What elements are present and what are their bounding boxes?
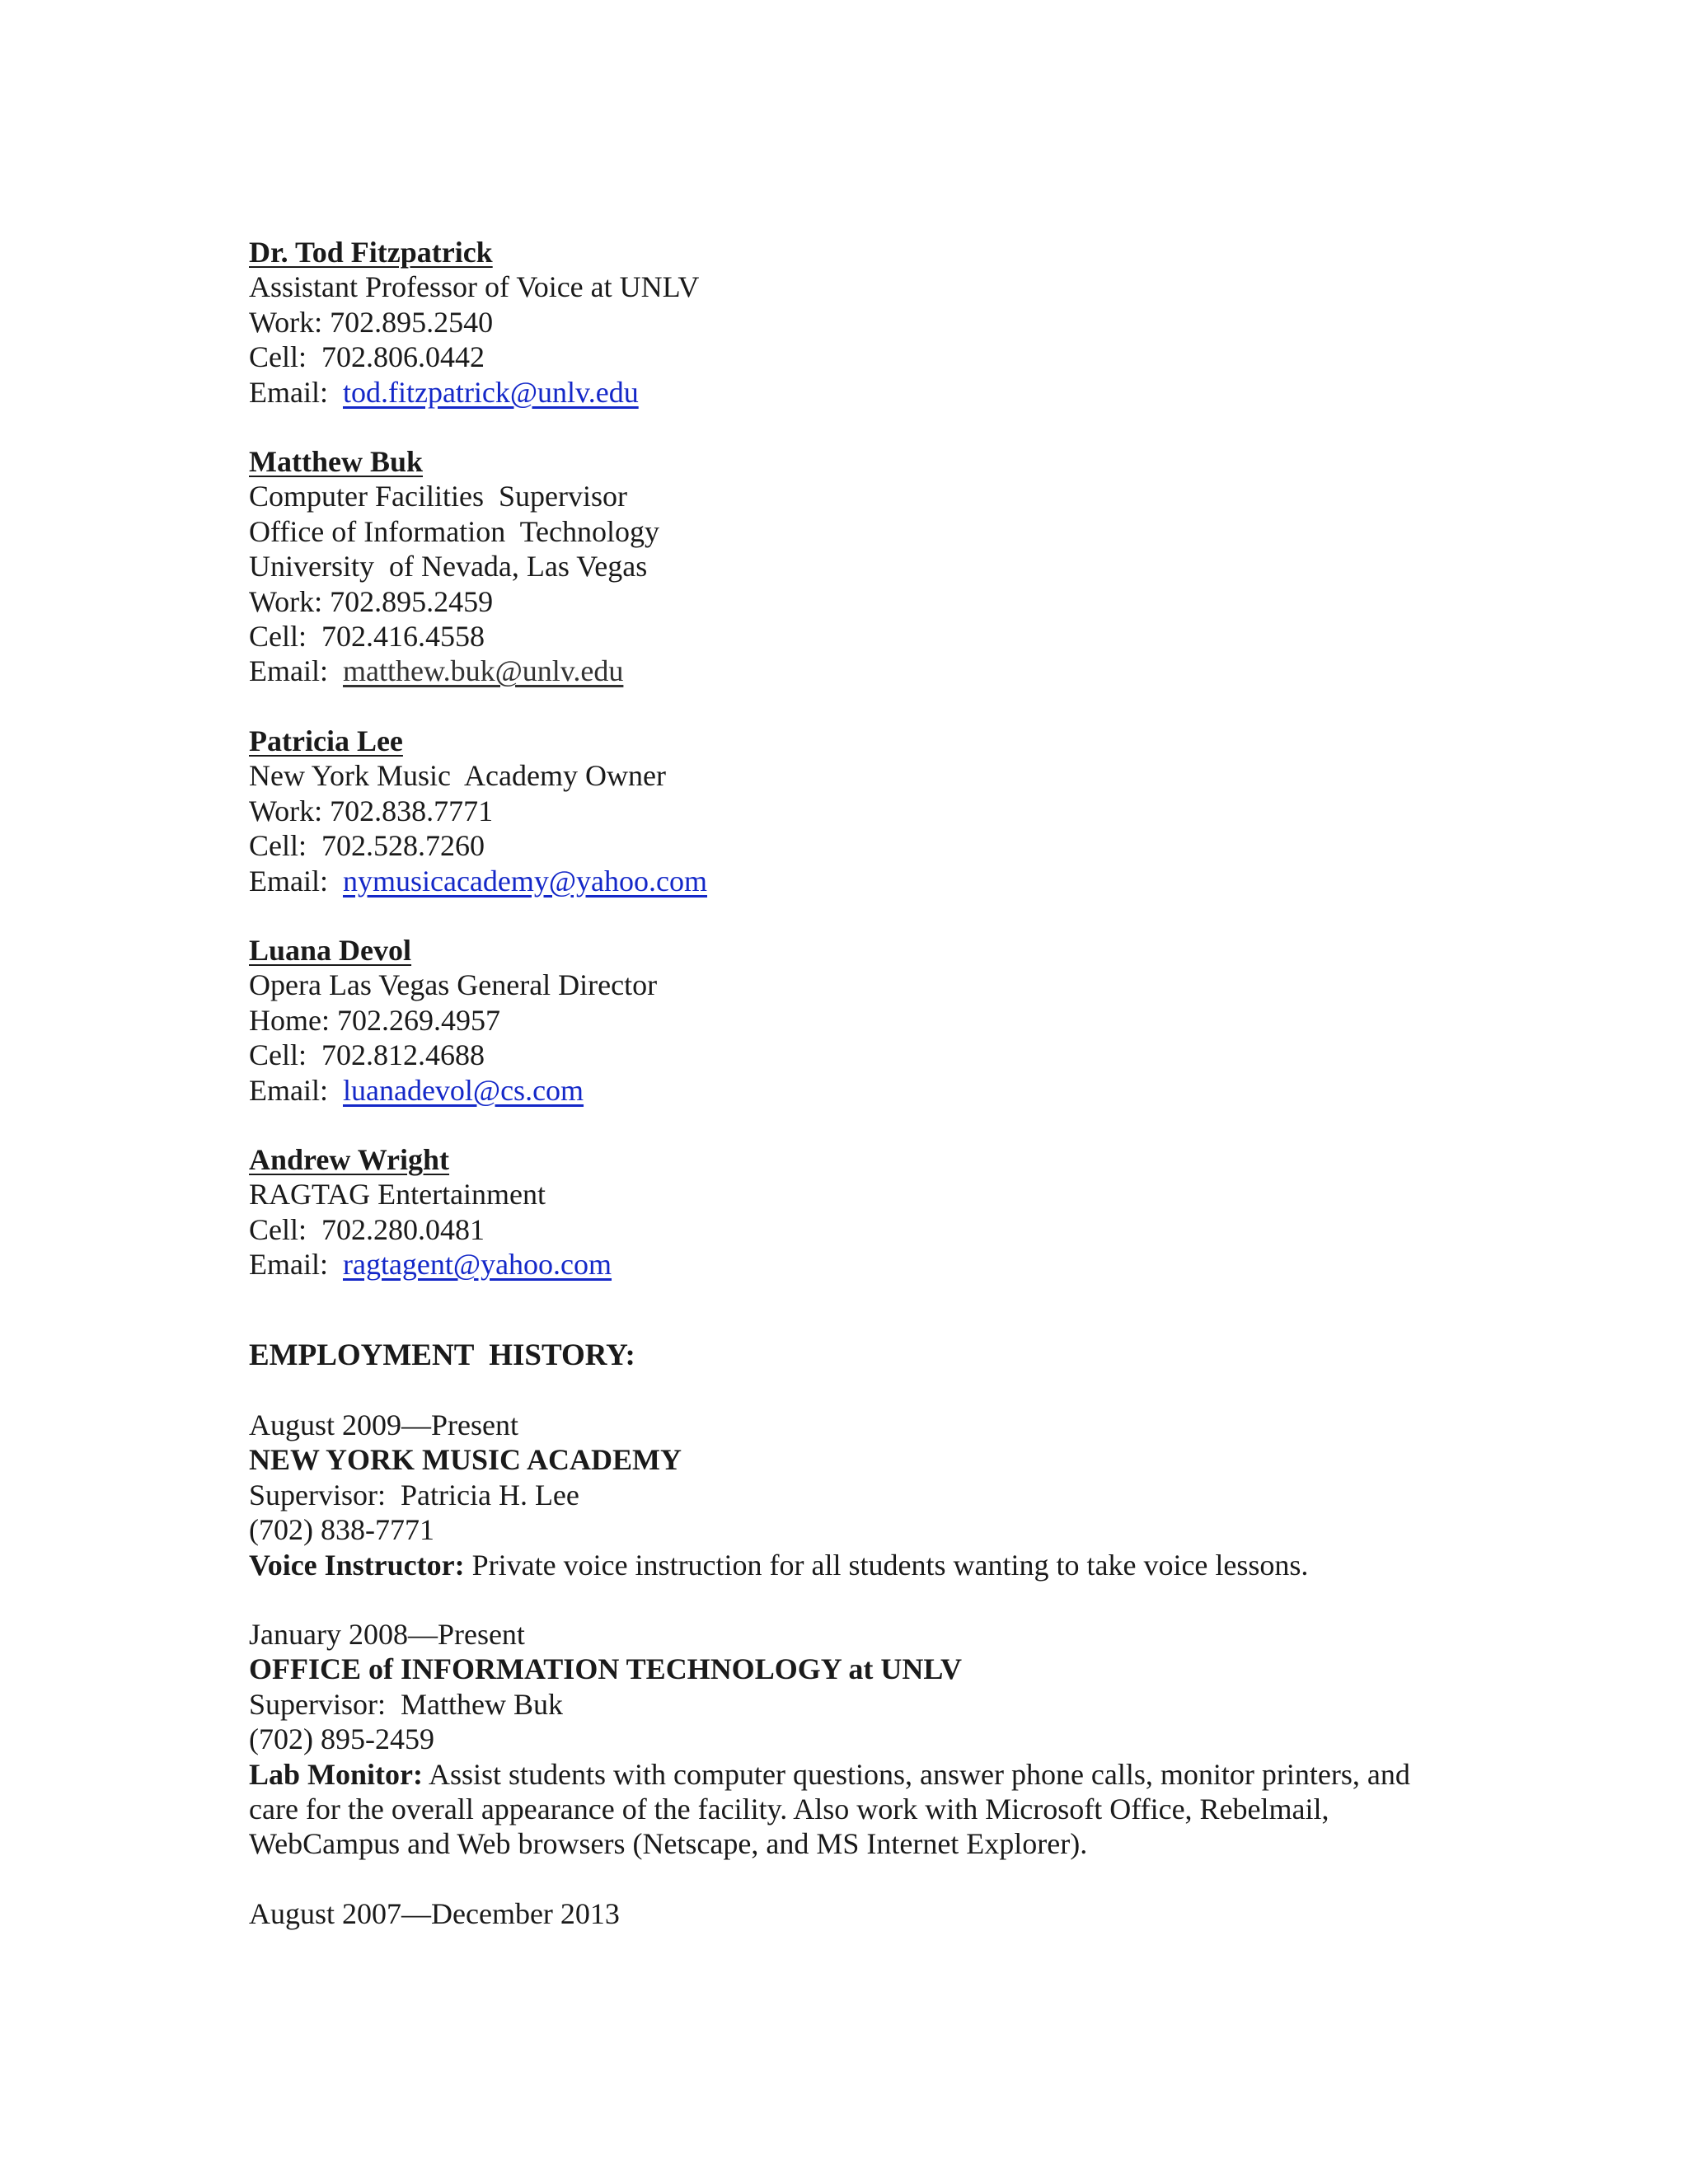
reference-detail: Work: 702.838.7771 bbox=[249, 794, 494, 827]
reference-entry bbox=[249, 933, 1485, 1108]
reference-email-line bbox=[249, 1247, 1485, 1282]
reference-name: Matthew Buk bbox=[249, 445, 424, 479]
reference-name: Patricia Lee bbox=[249, 724, 403, 757]
email-link[interactable]: matthew.buk@unlv.edu bbox=[342, 654, 624, 688]
reference-entry bbox=[249, 724, 1485, 898]
content-column bbox=[249, 235, 1485, 1931]
job-supervisor: Supervisor: Matthew Buk bbox=[249, 1687, 563, 1721]
email-link[interactable]: nymusicacademy@yahoo.com bbox=[342, 864, 708, 898]
reference-email-line bbox=[249, 864, 1485, 898]
reference-detail: Work: 702.895.2459 bbox=[249, 584, 494, 618]
reference-detail: Cell: 702.528.7260 bbox=[249, 829, 485, 863]
job-dates: January 2008—Present bbox=[249, 1618, 525, 1651]
reference-email-line bbox=[249, 654, 1485, 688]
job-phone: (702) 895-2459 bbox=[249, 1722, 434, 1756]
reference-detail: Opera Las Vegas General Director bbox=[249, 968, 658, 1002]
reference-email-line bbox=[249, 375, 1485, 410]
reference-detail: Office of Information Technology bbox=[249, 514, 660, 548]
reference-name: Luana Devol bbox=[249, 933, 412, 967]
job-company: NEW YORK MUSIC ACADEMY bbox=[249, 1443, 682, 1477]
job-entry bbox=[249, 1408, 1485, 1582]
job-description bbox=[249, 1548, 1461, 1582]
job-phone: (702) 838-7771 bbox=[249, 1513, 434, 1547]
email-link[interactable]: luanadevol@cs.com bbox=[342, 1073, 584, 1107]
email-label: Email: bbox=[249, 654, 343, 688]
reference-entry bbox=[249, 444, 1485, 689]
reference-name: Dr. Tod Fitzpatrick bbox=[249, 236, 493, 269]
job-entry bbox=[249, 1617, 1485, 1862]
reference-detail: Cell: 702.812.4688 bbox=[249, 1038, 485, 1072]
reference-detail: Home: 702.269.4957 bbox=[249, 1003, 500, 1037]
job-role: Lab Monitor: bbox=[249, 1757, 423, 1791]
reference-name: Andrew Wright bbox=[249, 1142, 450, 1176]
reference-detail: Cell: 702.806.0442 bbox=[249, 340, 485, 374]
reference-detail: RAGTAG Entertainment bbox=[249, 1178, 546, 1212]
reference-detail: Assistant Professor of Voice at UNLV bbox=[249, 270, 700, 304]
job-company: OFFICE of INFORMATION TECHNOLOGY at UNLV bbox=[249, 1652, 963, 1686]
reference-detail: New York Music Academy Owner bbox=[249, 759, 666, 793]
reference-email-line bbox=[249, 1073, 1485, 1108]
reference-detail: Work: 702.895.2540 bbox=[249, 305, 494, 339]
reference-detail: Computer Facilities Supervisor bbox=[249, 480, 627, 513]
job-description-text: Private voice instruction for all students wanting to take voice lessons. bbox=[464, 1548, 1309, 1582]
job-dates: August 2009—Present bbox=[249, 1408, 518, 1441]
email-label: Email: bbox=[249, 1248, 343, 1282]
job-dates: August 2007—December 2013 bbox=[249, 1896, 620, 1930]
email-label: Email: bbox=[249, 864, 343, 898]
reference-entry bbox=[249, 235, 1485, 410]
email-label: Email: bbox=[249, 1073, 343, 1107]
job-description-text: Assist students with computer questions, answer phone calls, monitor printers, and care for the overall appearance of the facility. Also work with Microsoft Office, Rebelmail, WebCampus and Web browsers (Netscape, and MS Internet Explorer). bbox=[249, 1757, 1410, 1861]
email-link[interactable]: tod.fitzpatrick@unlv.edu bbox=[342, 375, 639, 409]
email-link[interactable]: ragtagent@yahoo.com bbox=[342, 1248, 612, 1282]
job-role: Voice Instructor: bbox=[249, 1548, 465, 1582]
job-entry bbox=[249, 1896, 1485, 1931]
reference-detail: Cell: 702.416.4558 bbox=[249, 620, 485, 654]
job-description bbox=[249, 1757, 1461, 1862]
reference-detail: University of Nevada, Las Vegas bbox=[249, 550, 648, 583]
email-label: Email: bbox=[249, 375, 343, 409]
reference-entry bbox=[249, 1142, 1485, 1282]
job-supervisor: Supervisor: Patricia H. Lee bbox=[249, 1478, 579, 1511]
reference-detail: Cell: 702.280.0481 bbox=[249, 1212, 485, 1246]
section-title-employment: EMPLOYMENT HISTORY: bbox=[249, 1338, 635, 1372]
